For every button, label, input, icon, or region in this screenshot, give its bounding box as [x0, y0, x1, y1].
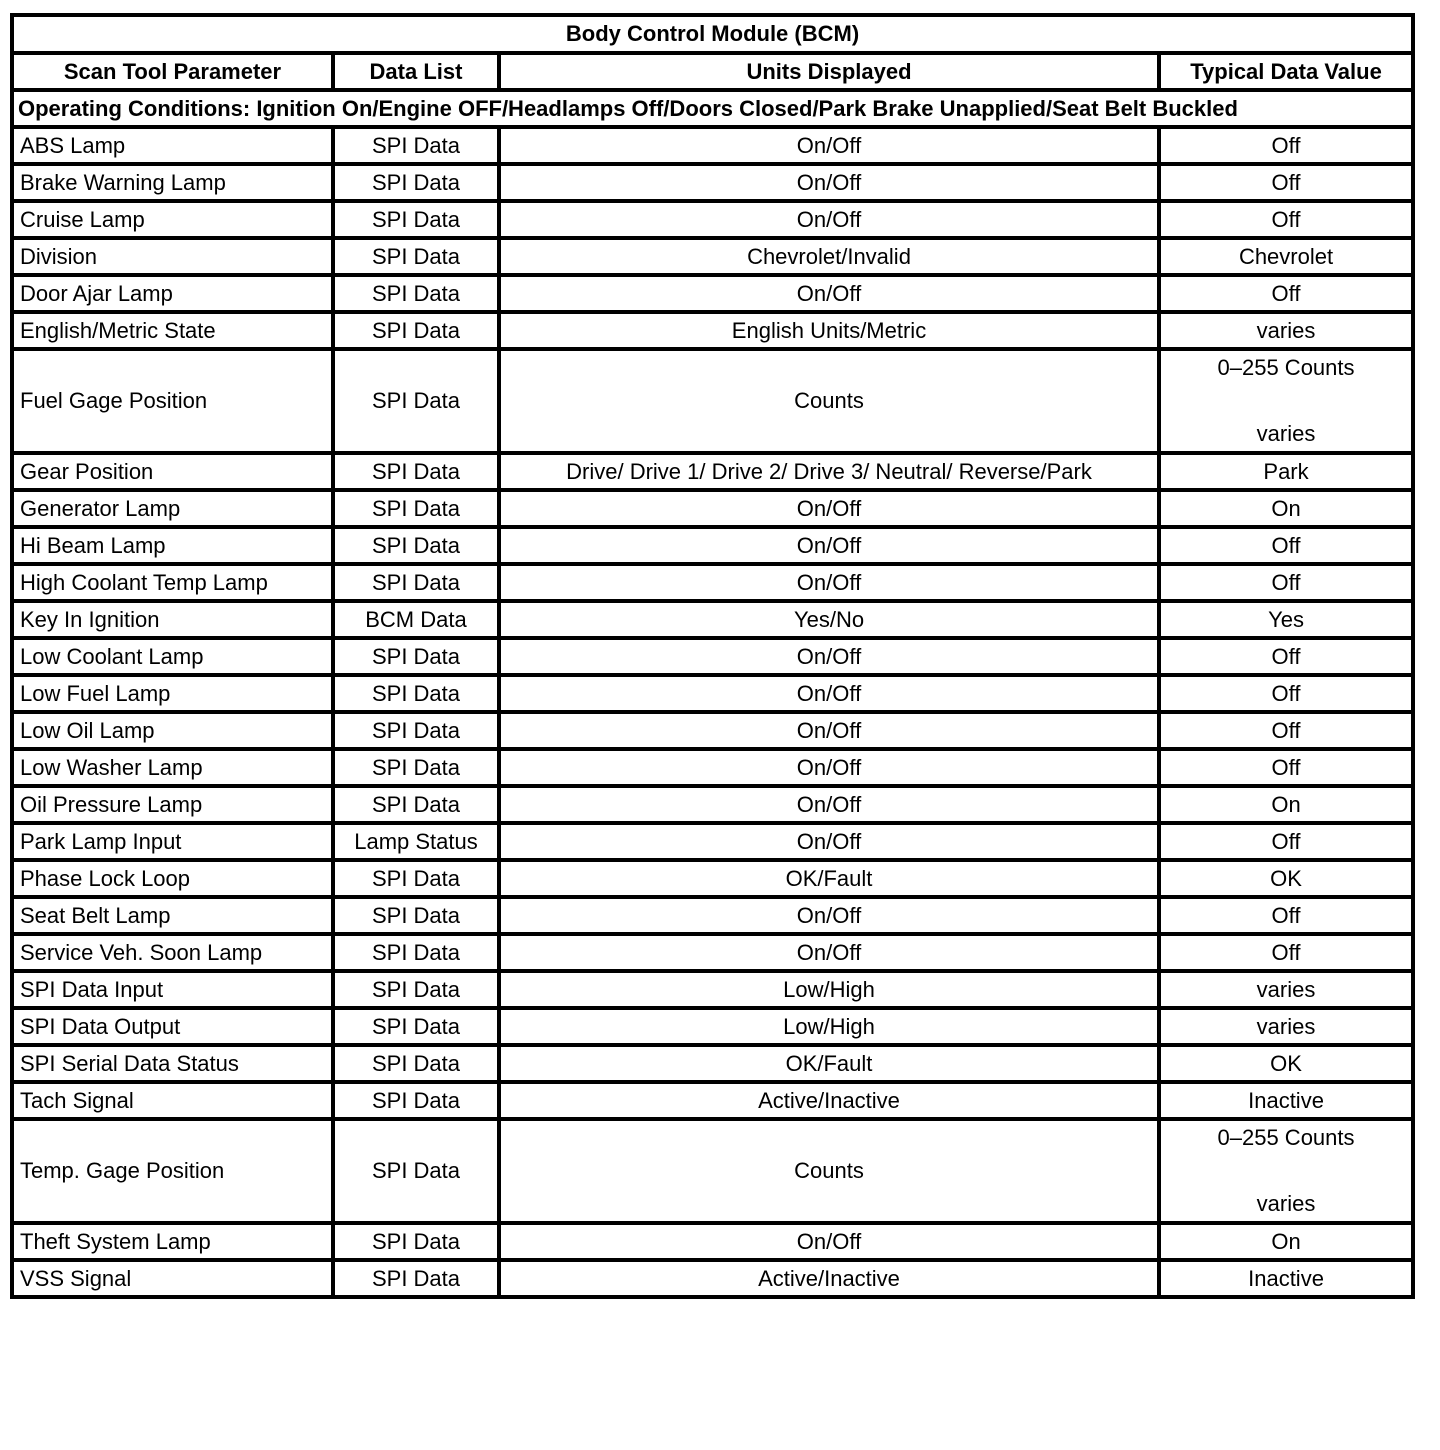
- parameter-cell: Theft System Lamp: [12, 1223, 333, 1260]
- data-list-cell: SPI Data: [333, 712, 499, 749]
- table-title: Body Control Module (BCM): [12, 15, 1413, 53]
- table-row: [12, 349, 1413, 453]
- data-list-cell: SPI Data: [333, 675, 499, 712]
- table-row: [12, 897, 1413, 934]
- typical-range: 0–255 Counts: [1217, 1125, 1355, 1150]
- units-cell: Drive/ Drive 1/ Drive 2/ Drive 3/ Neutral/ Reverse/Park: [499, 453, 1159, 490]
- table-row: [12, 164, 1413, 201]
- typical-value-cell: Off: [1159, 823, 1413, 860]
- units-cell: Yes/No: [499, 601, 1159, 638]
- units-cell: On/Off: [499, 712, 1159, 749]
- typical-value-cell: [1159, 349, 1413, 453]
- typical-value-cell: Off: [1159, 749, 1413, 786]
- typical-value-cell: Off: [1159, 127, 1413, 164]
- table-row: [12, 712, 1413, 749]
- data-list-cell: SPI Data: [333, 127, 499, 164]
- typical-value-cell: Off: [1159, 201, 1413, 238]
- typical-value-cell: OK: [1159, 860, 1413, 897]
- table-row: [12, 934, 1413, 971]
- units-cell: On/Off: [499, 934, 1159, 971]
- table-row: [12, 1082, 1413, 1119]
- units-cell: OK/Fault: [499, 1045, 1159, 1082]
- parameter-cell: Service Veh. Soon Lamp: [12, 934, 333, 971]
- parameter-cell: Key In Ignition: [12, 601, 333, 638]
- units-cell: On/Off: [499, 823, 1159, 860]
- data-list-cell: SPI Data: [333, 453, 499, 490]
- parameter-cell: Oil Pressure Lamp: [12, 786, 333, 823]
- units-cell: On/Off: [499, 164, 1159, 201]
- table-row: [12, 127, 1413, 164]
- table-row: [12, 275, 1413, 312]
- table-row: [12, 638, 1413, 675]
- parameter-cell: Hi Beam Lamp: [12, 527, 333, 564]
- parameter-cell: Temp. Gage Position: [12, 1119, 333, 1223]
- units-cell: On/Off: [499, 127, 1159, 164]
- table-row: [12, 675, 1413, 712]
- typical-value-cell: Chevrolet: [1159, 238, 1413, 275]
- parameter-cell: Low Washer Lamp: [12, 749, 333, 786]
- data-list-cell: SPI Data: [333, 1223, 499, 1260]
- parameter-cell: Division: [12, 238, 333, 275]
- parameter-cell: Low Coolant Lamp: [12, 638, 333, 675]
- units-cell: On/Off: [499, 1223, 1159, 1260]
- column-header-typical: Typical Data Value: [1159, 53, 1413, 90]
- parameter-cell: ABS Lamp: [12, 127, 333, 164]
- parameter-cell: English/Metric State: [12, 312, 333, 349]
- data-list-cell: SPI Data: [333, 201, 499, 238]
- table-row: [12, 238, 1413, 275]
- typical-value-cell: Off: [1159, 638, 1413, 675]
- typical-value-cell: [1159, 1119, 1413, 1223]
- data-list-cell: SPI Data: [333, 564, 499, 601]
- table-row: [12, 749, 1413, 786]
- units-cell: Active/Inactive: [499, 1260, 1159, 1297]
- data-list-cell: SPI Data: [333, 527, 499, 564]
- typical-note: varies: [1256, 1191, 1316, 1216]
- parameter-cell: SPI Serial Data Status: [12, 1045, 333, 1082]
- parameter-cell: Low Oil Lamp: [12, 712, 333, 749]
- data-list-cell: SPI Data: [333, 860, 499, 897]
- typical-range: 0–255 Counts: [1217, 355, 1355, 380]
- table-row: [12, 1119, 1413, 1223]
- units-cell: On/Off: [499, 638, 1159, 675]
- parameter-cell: Tach Signal: [12, 1082, 333, 1119]
- table-row: [12, 601, 1413, 638]
- table-row: [12, 1223, 1413, 1260]
- units-cell: On/Off: [499, 564, 1159, 601]
- data-list-cell: SPI Data: [333, 1082, 499, 1119]
- units-cell: Low/High: [499, 1008, 1159, 1045]
- table-row: [12, 1008, 1413, 1045]
- parameter-cell: Brake Warning Lamp: [12, 164, 333, 201]
- data-list-cell: SPI Data: [333, 638, 499, 675]
- typical-value-cell: Inactive: [1159, 1082, 1413, 1119]
- table-row: [12, 971, 1413, 1008]
- parameter-cell: Phase Lock Loop: [12, 860, 333, 897]
- table-row: [12, 1045, 1413, 1082]
- column-header-data-list: Data List: [333, 53, 499, 90]
- parameter-cell: Gear Position: [12, 453, 333, 490]
- table-row: [12, 1260, 1413, 1297]
- column-header-units: Units Displayed: [499, 53, 1159, 90]
- units-cell: On/Off: [499, 527, 1159, 564]
- typical-value-cell: Off: [1159, 934, 1413, 971]
- typical-value-cell: Off: [1159, 564, 1413, 601]
- table-row: [12, 201, 1413, 238]
- data-list-cell: Lamp Status: [333, 823, 499, 860]
- data-list-cell: SPI Data: [333, 490, 499, 527]
- units-cell: Counts: [499, 349, 1159, 453]
- units-cell: Chevrolet/Invalid: [499, 238, 1159, 275]
- bcm-data-table: [10, 13, 1415, 1299]
- data-list-cell: SPI Data: [333, 238, 499, 275]
- parameter-cell: Fuel Gage Position: [12, 349, 333, 453]
- typical-value-cell: Yes: [1159, 601, 1413, 638]
- units-cell: Active/Inactive: [499, 1082, 1159, 1119]
- column-header-row: [12, 53, 1413, 90]
- parameter-cell: VSS Signal: [12, 1260, 333, 1297]
- data-list-cell: BCM Data: [333, 601, 499, 638]
- typical-value-cell: Off: [1159, 527, 1413, 564]
- typical-value-cell: Off: [1159, 675, 1413, 712]
- typical-value-cell: varies: [1159, 312, 1413, 349]
- table-row: [12, 786, 1413, 823]
- operating-conditions: Operating Conditions: Ignition On/Engine OFF/Headlamps Off/Doors Closed/Park Brake Unapplied/Seat Belt Buckled: [12, 90, 1413, 127]
- units-cell: On/Off: [499, 749, 1159, 786]
- column-header-parameter: Scan Tool Parameter: [12, 53, 333, 90]
- typical-value-cell: Off: [1159, 275, 1413, 312]
- table-row: [12, 453, 1413, 490]
- units-cell: On/Off: [499, 201, 1159, 238]
- parameter-cell: SPI Data Output: [12, 1008, 333, 1045]
- parameter-cell: Seat Belt Lamp: [12, 897, 333, 934]
- parameter-cell: Door Ajar Lamp: [12, 275, 333, 312]
- operating-conditions-row: [12, 90, 1413, 127]
- parameter-cell: SPI Data Input: [12, 971, 333, 1008]
- typical-note: varies: [1256, 421, 1316, 446]
- units-cell: On/Off: [499, 275, 1159, 312]
- parameter-cell: Cruise Lamp: [12, 201, 333, 238]
- units-cell: English Units/Metric: [499, 312, 1159, 349]
- data-list-cell: SPI Data: [333, 897, 499, 934]
- typical-value-cell: varies: [1159, 971, 1413, 1008]
- data-list-cell: SPI Data: [333, 1008, 499, 1045]
- parameter-cell: Generator Lamp: [12, 490, 333, 527]
- table-row: [12, 527, 1413, 564]
- units-cell: On/Off: [499, 786, 1159, 823]
- parameter-cell: High Coolant Temp Lamp: [12, 564, 333, 601]
- table-row: [12, 823, 1413, 860]
- table-row: [12, 860, 1413, 897]
- data-list-cell: SPI Data: [333, 1119, 499, 1223]
- data-list-cell: SPI Data: [333, 934, 499, 971]
- typical-value-cell: Inactive: [1159, 1260, 1413, 1297]
- typical-value-cell: Off: [1159, 712, 1413, 749]
- data-list-cell: SPI Data: [333, 1260, 499, 1297]
- typical-value-cell: On: [1159, 1223, 1413, 1260]
- data-list-cell: SPI Data: [333, 349, 499, 453]
- table-title-row: [12, 15, 1413, 53]
- parameter-cell: Park Lamp Input: [12, 823, 333, 860]
- data-list-cell: SPI Data: [333, 312, 499, 349]
- units-cell: On/Off: [499, 490, 1159, 527]
- typical-value-cell: varies: [1159, 1008, 1413, 1045]
- typical-value-cell: Park: [1159, 453, 1413, 490]
- data-list-cell: SPI Data: [333, 749, 499, 786]
- data-list-cell: SPI Data: [333, 971, 499, 1008]
- typical-value-cell: Off: [1159, 164, 1413, 201]
- data-list-cell: SPI Data: [333, 786, 499, 823]
- table-row: [12, 490, 1413, 527]
- typical-value-cell: Off: [1159, 897, 1413, 934]
- table-row: [12, 312, 1413, 349]
- parameter-cell: Low Fuel Lamp: [12, 675, 333, 712]
- data-list-cell: SPI Data: [333, 1045, 499, 1082]
- units-cell: Low/High: [499, 971, 1159, 1008]
- typical-value-cell: On: [1159, 490, 1413, 527]
- units-cell: Counts: [499, 1119, 1159, 1223]
- typical-value-cell: OK: [1159, 1045, 1413, 1082]
- units-cell: OK/Fault: [499, 860, 1159, 897]
- data-list-cell: SPI Data: [333, 164, 499, 201]
- typical-value-cell: On: [1159, 786, 1413, 823]
- units-cell: On/Off: [499, 897, 1159, 934]
- data-list-cell: SPI Data: [333, 275, 499, 312]
- table-row: [12, 564, 1413, 601]
- units-cell: On/Off: [499, 675, 1159, 712]
